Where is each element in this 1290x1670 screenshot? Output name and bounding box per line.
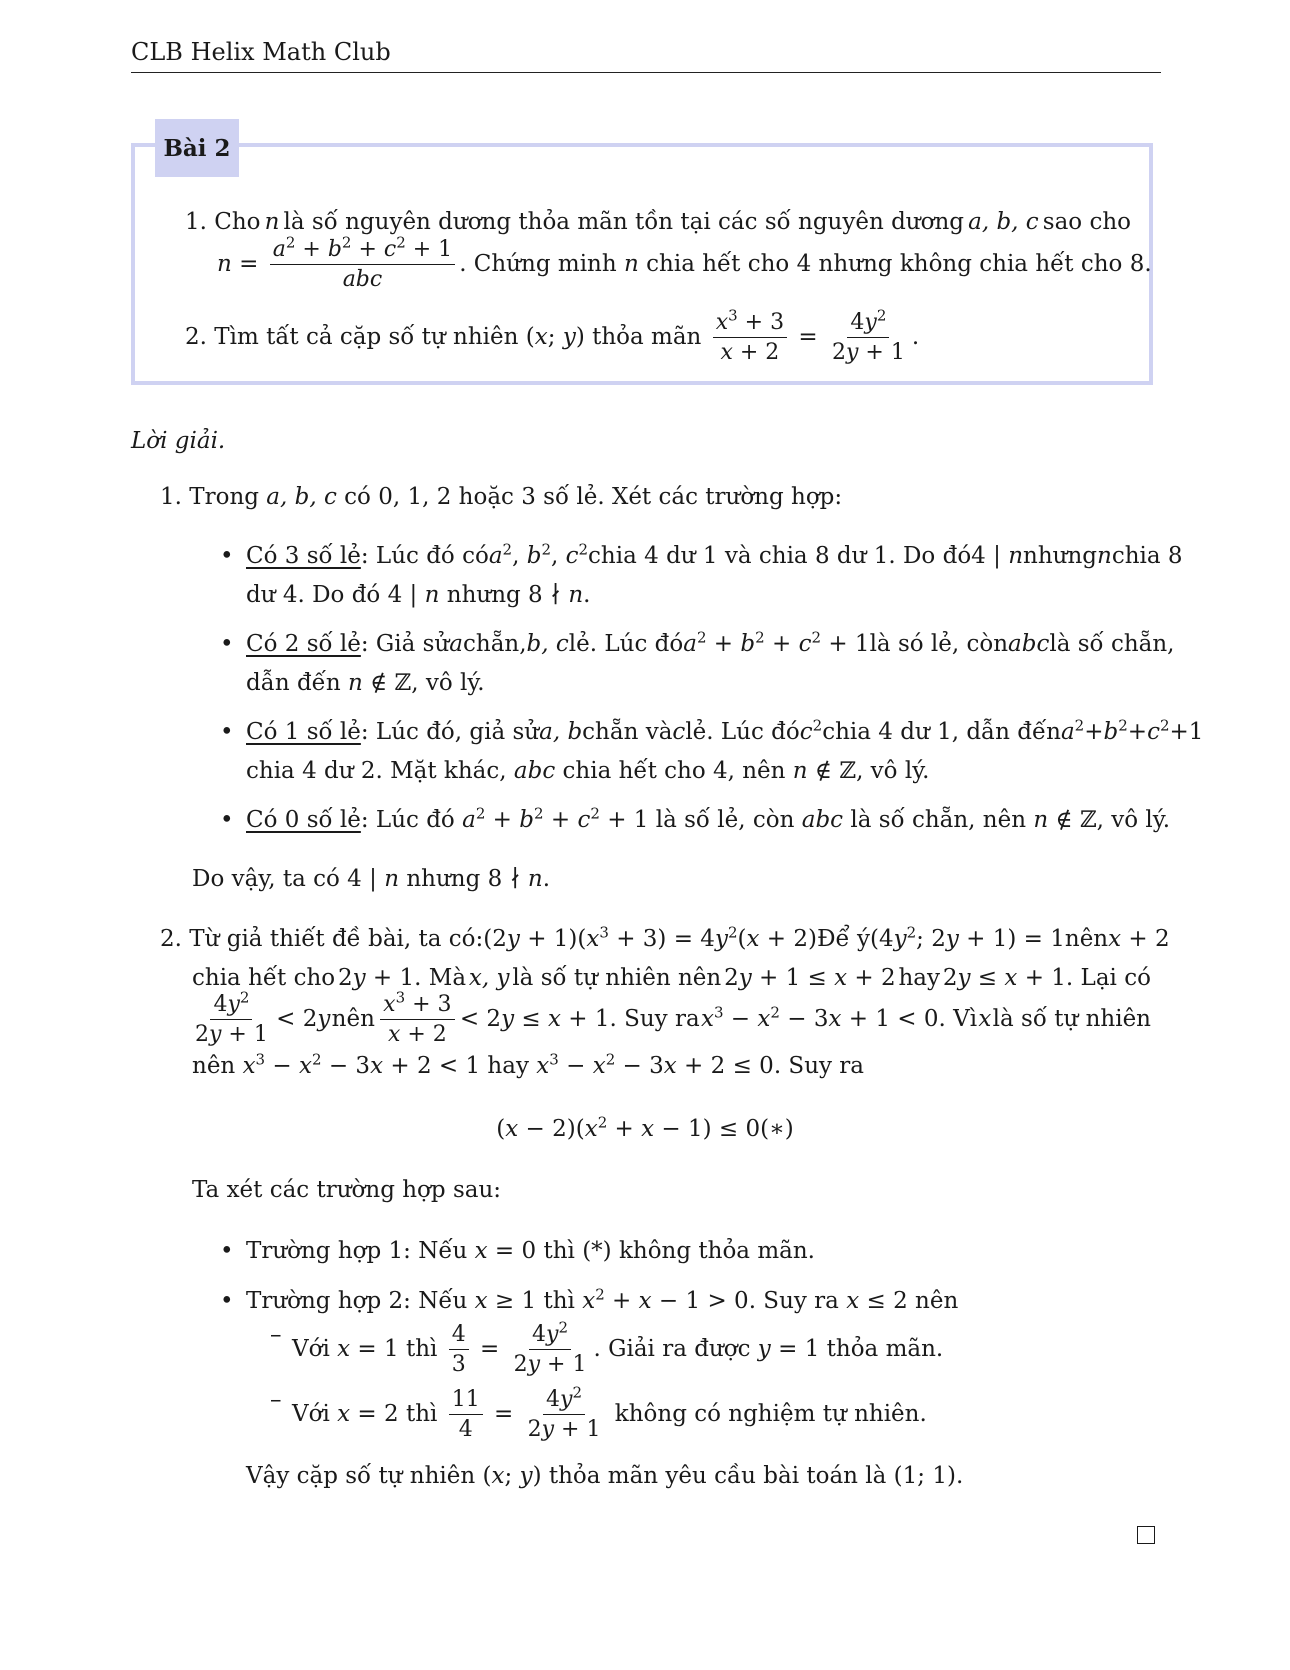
fraction: $\frac{x^3 + 3}{x + 2}$: [713, 310, 787, 366]
fraction: $\frac{4y^2}{2y + 1}$: [513, 1318, 587, 1378]
solution-2-line-2: chia hết cho 2y + 1. Mà x, y là số tự nhiên nên 2y + 1 ≤ x + 2 hay 2y ≤ x + 1. Lại có: [192, 965, 1151, 991]
solution-2-line-1: 2. Từ giả thiết đề bài, ta có: $(2y + 1)(x^3 + 3) = 4y^2(x + 2)$ Để ý ($4y^2$; 2y + 1) = 1 nên x + 2: [160, 923, 1170, 952]
qed-square: [1137, 1526, 1155, 1544]
case-1-odd-line-2: chia 4 dư 2. Mặt khác, abc chia hết cho 4, nên n ∉ ℤ, vô lý.: [246, 758, 930, 784]
case-3-odd-line-2: dư 4. Do đó 4 | n nhưng 8 ∤ n.: [246, 582, 591, 608]
subcase-x1: – Với x = 1 thì $\frac{4}{3}$ = $\frac{4y^2}{2y + 1}$ . Giải ra được y = 1 thỏa mãn.: [270, 1318, 944, 1378]
consider-cases: Ta xét các trường hợp sau:: [192, 1177, 502, 1203]
fraction: $\frac{11}{4}$: [449, 1387, 483, 1443]
solution-2-line-4: nên $x^3 - x^2 - 3x + 2 < 1$ hay $x^3 - x^2 - 3x + 2 \le 0$. Suy ra: [192, 1050, 865, 1079]
problem-tag: [155, 119, 239, 177]
solution-2-line-3: $\frac{4y^2}{2y + 1}$ < 2y nên $\frac{x^3 + 3}{x + 2}$ < 2y ≤ x + 1. Suy ra $x^3 - x^2 - 3x + 1 < 0$. Vì x là số tự nhiên: [192, 992, 1151, 1048]
case-0-odd-line: • Có 0 số lẻ: Lúc đó $a^2 + b^2 + c^2 + 1$ là số lẻ, còn abc là số chẵn, nên n ∉ ℤ, vô lý.: [246, 807, 1170, 835]
problem-1-line-1: 1. Cho n là số nguyên dương thỏa mãn tồn tại các số nguyên dương a, b, c sao cho: [185, 209, 1131, 235]
case-3-odd-line-1: • Có 3 số lẻ: Lúc đó có $a^2$, $b^2$, $c^2$ chia 4 dư 1 và chia 8 dư 1. Do đó 4 | n nhưng n chia 8: [246, 543, 1151, 571]
subcase-x2: – Với x = 2 thì $\frac{11}{4}$ = $\frac{4y^2}{2y + 1}$ không có nghiệm tự nhiên.: [270, 1383, 927, 1443]
solution-1-conclusion: Do vậy, ta có 4 | n nhưng 8 ∤ n.: [192, 866, 551, 892]
fraction: $\frac{4}{3}$: [449, 1322, 469, 1378]
problem-tag-label: Bài 2: [163, 134, 231, 162]
fraction: $\frac{a^2 + b^2 + c^2 + 1}{\text{abc}}$: [270, 237, 455, 293]
solution-1-intro: 1. Trong a, b, c có 0, 1, 2 hoặc 3 số lẻ. Xét các trường hợp:: [160, 484, 843, 510]
case-a: • Trường hợp 1: Nếu x = 0 thì (*) không thỏa mãn.: [246, 1238, 815, 1266]
case-b: • Trường hợp 2: Nếu x ≥ 1 thì $x^2 + x - 1 > 0$. Suy ra x ≤ 2 nên: [246, 1288, 958, 1316]
case-1-odd-line-1: • Có 1 số lẻ: Lúc đó, giả sử a, b chẵn và c lẻ. Lúc đó $c^2$ chia 4 dư 1, dẫn đến $a^2+b^2+c^2+1$: [246, 719, 1151, 747]
running-header: [131, 38, 1161, 73]
solution-label: Lời giải.: [131, 428, 226, 454]
case-2-odd-line-1: • Có 2 số lẻ: Giả sử a chẵn, b, c lẻ. Lúc đó $a^2 + b^2 + c^2 + 1$ là só lẻ, còn abc là số chẵn,: [246, 631, 1151, 659]
problem-2-line: 2. Tìm tất cả cặp số tự nhiên (x; y) thỏa mãn $\frac{x^3 + 3}{x + 2}$ = $\frac{4y^2}{2y + 1}$ .: [185, 306, 920, 366]
case-2-odd-line-2: dẫn đến n ∉ ℤ, vô lý.: [246, 670, 485, 696]
final-answer: Vậy cặp số tự nhiên (x; y) thỏa mãn yêu cầu bài toán là (1; 1).: [246, 1463, 964, 1489]
fraction: $\frac{x^3 + 3}{x + 2}$: [380, 992, 454, 1048]
fraction: $\frac{4y^2}{2y + 1}$: [195, 988, 268, 1048]
display-inequality: $(x - 2)(x^2 + x - 1)$ ≤ 0(∗): [496, 1113, 794, 1142]
fraction: $\frac{4y^2}{2y + 1}$: [527, 1383, 601, 1443]
fraction: $\frac{4y^2}{2y + 1}$: [831, 306, 905, 366]
header-title: CLB Helix Math Club: [131, 38, 391, 66]
problem-1-line-2: n = $\frac{a^2 + b^2 + c^2 + 1}{\text{abc}}$ . Chứng minh n chia hết cho 4 nhưng không chia hết cho 8.: [217, 233, 1152, 293]
